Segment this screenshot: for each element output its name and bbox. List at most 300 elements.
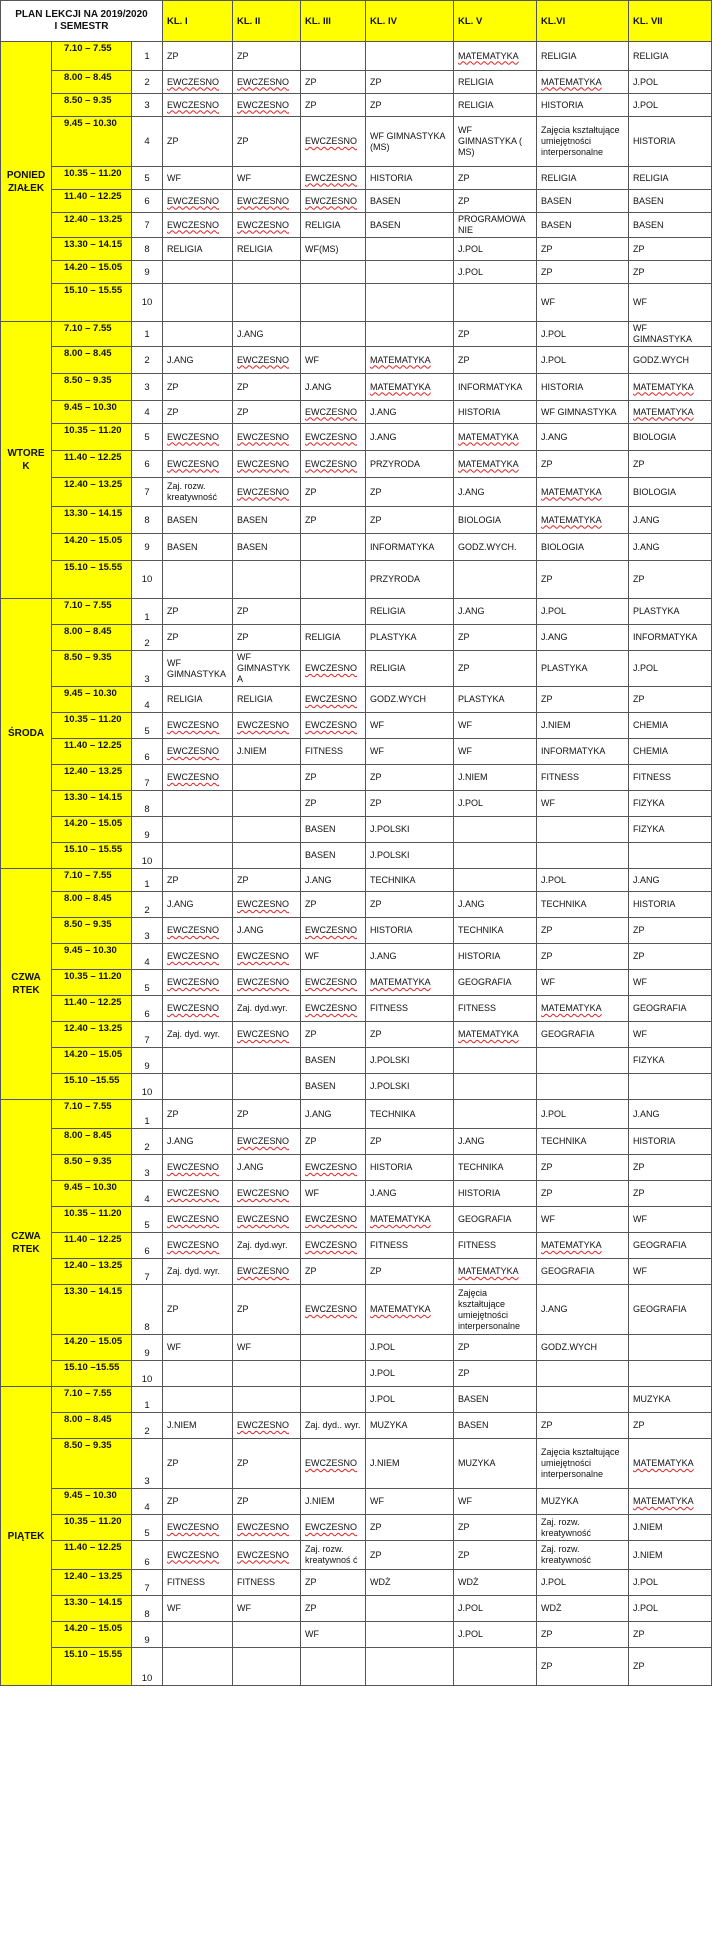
- subject-cell: J.POLSKI: [366, 817, 454, 843]
- time-slot: 14.20 – 15.05: [52, 817, 132, 843]
- subject-cell: J.POL: [454, 1596, 537, 1622]
- subject-cell: ZP: [366, 71, 454, 94]
- subject-cell: EWCZESNO: [163, 713, 233, 739]
- time-slot: 11.40 – 12.25: [52, 190, 132, 213]
- subject-cell: ZP: [629, 261, 712, 284]
- subject-cell: J.ANG: [366, 401, 454, 424]
- subject-cell: [629, 1335, 712, 1361]
- subject-cell: EWCZESNO: [233, 944, 301, 970]
- time-slot: 8.00 – 8.45: [52, 625, 132, 651]
- time-slot: 15.10 – 15.55: [52, 284, 132, 322]
- subject-cell: EWCZESNO: [301, 1285, 366, 1335]
- lesson-row: [1, 970, 712, 996]
- subject-cell: [163, 261, 233, 284]
- subject-cell: ZP: [301, 1259, 366, 1285]
- subject-cell: ZP: [629, 918, 712, 944]
- time-slot: 8.50 – 9.35: [52, 918, 132, 944]
- lesson-row: [1, 322, 712, 347]
- subject-cell: Zaj. dyd. wyr.: [163, 1259, 233, 1285]
- lesson-number: 2: [132, 1129, 163, 1155]
- subject-cell: J.ANG: [454, 1129, 537, 1155]
- time-slot: 8.50 – 9.35: [52, 1155, 132, 1181]
- subject-cell: FITNESS: [629, 765, 712, 791]
- subject-cell: ZP: [233, 117, 301, 167]
- subject-cell: J.NIEM: [366, 1439, 454, 1489]
- subject-cell: WF GIMNASTYKA: [537, 401, 629, 424]
- lesson-row: [1, 1622, 712, 1648]
- lesson-row: [1, 1570, 712, 1596]
- subject-cell: FIZYKA: [629, 791, 712, 817]
- lesson-row: [1, 507, 712, 534]
- time-slot: 14.20 – 15.05: [52, 1335, 132, 1361]
- subject-cell: [233, 1074, 301, 1100]
- subject-cell: HISTORIA: [454, 401, 537, 424]
- subject-cell: J.POL: [537, 1570, 629, 1596]
- subject-cell: [163, 1074, 233, 1100]
- subject-cell: ZP: [163, 117, 233, 167]
- subject-cell: [366, 284, 454, 322]
- subject-cell: EWCZESNO: [301, 1233, 366, 1259]
- subject-cell: MATEMATYKA: [366, 1207, 454, 1233]
- subject-cell: PROGRAMOWANIE: [454, 213, 537, 238]
- subject-cell: ZP: [366, 892, 454, 918]
- lesson-row: [1, 478, 712, 507]
- subject-cell: J.ANG: [454, 478, 537, 507]
- subject-cell: EWCZESNO: [163, 1207, 233, 1233]
- time-slot: 13.30 – 14.15: [52, 1596, 132, 1622]
- subject-cell: J.NIEM: [537, 713, 629, 739]
- subject-cell: EWCZESNO: [163, 424, 233, 451]
- subject-cell: WF: [163, 167, 233, 190]
- subject-cell: EWCZESNO: [301, 651, 366, 687]
- lesson-number: 5: [132, 713, 163, 739]
- subject-cell: HISTORIA: [629, 892, 712, 918]
- lesson-row: [1, 918, 712, 944]
- lesson-number: 6: [132, 739, 163, 765]
- lesson-row: [1, 261, 712, 284]
- subject-cell: J.NIEM: [301, 1489, 366, 1515]
- lesson-number: 10: [132, 1361, 163, 1387]
- subject-cell: ZP: [301, 765, 366, 791]
- lesson-number: 6: [132, 996, 163, 1022]
- subject-cell: EWCZESNO: [163, 765, 233, 791]
- subject-cell: PLASTYKA: [454, 687, 537, 713]
- subject-cell: ZP: [537, 1155, 629, 1181]
- time-slot: 14.20 – 15.05: [52, 1622, 132, 1648]
- subject-cell: EWCZESNO: [301, 167, 366, 190]
- lesson-row: [1, 94, 712, 117]
- subject-cell: WF: [301, 1622, 366, 1648]
- lesson-number: 4: [132, 401, 163, 424]
- subject-cell: WF: [233, 1596, 301, 1622]
- lesson-row: [1, 1413, 712, 1439]
- subject-cell: EWCZESNO: [233, 892, 301, 918]
- lesson-row: [1, 534, 712, 561]
- lesson-number: 2: [132, 347, 163, 374]
- subject-cell: [163, 322, 233, 347]
- subject-cell: ZP: [163, 625, 233, 651]
- class-header: KL. VII: [629, 1, 712, 42]
- subject-cell: J.ANG: [163, 347, 233, 374]
- subject-cell: [233, 261, 301, 284]
- subject-cell: ZP: [629, 1622, 712, 1648]
- subject-cell: [163, 843, 233, 869]
- subject-cell: ZP: [366, 765, 454, 791]
- subject-cell: ZP: [366, 1541, 454, 1570]
- subject-cell: ZP: [629, 687, 712, 713]
- subject-cell: EWCZESNO: [163, 451, 233, 478]
- subject-cell: J.ANG: [233, 322, 301, 347]
- subject-cell: J.POLSKI: [366, 1048, 454, 1074]
- subject-cell: J.POL: [537, 322, 629, 347]
- subject-cell: J.POLSKI: [366, 1074, 454, 1100]
- subject-cell: HISTORIA: [366, 167, 454, 190]
- subject-cell: [366, 1648, 454, 1686]
- subject-cell: WF(MS): [301, 238, 366, 261]
- subject-cell: ZP: [629, 944, 712, 970]
- subject-cell: GODZ.WYCH: [366, 687, 454, 713]
- time-slot: 8.00 – 8.45: [52, 71, 132, 94]
- time-slot: 7.10 – 7.55: [52, 322, 132, 347]
- subject-cell: RELIGIA: [366, 651, 454, 687]
- subject-cell: [537, 843, 629, 869]
- lesson-number: 1: [132, 869, 163, 892]
- subject-cell: WF: [537, 970, 629, 996]
- subject-cell: TECHNIKA: [454, 918, 537, 944]
- subject-cell: ZP: [629, 1648, 712, 1686]
- subject-cell: EWCZESNO: [233, 451, 301, 478]
- subject-cell: EWCZESNO: [163, 1541, 233, 1570]
- subject-cell: MATEMATYKA: [537, 71, 629, 94]
- lesson-number: 7: [132, 1022, 163, 1048]
- time-slot: 9.45 – 10.30: [52, 1181, 132, 1207]
- subject-cell: [454, 1048, 537, 1074]
- subject-cell: EWCZESNO: [301, 970, 366, 996]
- subject-cell: WF GIMNASTYKA (MS): [366, 117, 454, 167]
- lesson-number: 10: [132, 843, 163, 869]
- subject-cell: [163, 1622, 233, 1648]
- lesson-row: [1, 1074, 712, 1100]
- lesson-number: 2: [132, 625, 163, 651]
- subject-cell: TECHNIKA: [366, 869, 454, 892]
- subject-cell: J.POL: [537, 1100, 629, 1129]
- subject-cell: [163, 561, 233, 599]
- time-slot: 15.10 – 15.55: [52, 561, 132, 599]
- subject-cell: ZP: [163, 401, 233, 424]
- subject-cell: WF: [454, 713, 537, 739]
- lesson-number: 5: [132, 424, 163, 451]
- subject-cell: GEOGRAFIA: [454, 1207, 537, 1233]
- subject-cell: [537, 1387, 629, 1413]
- subject-cell: [537, 817, 629, 843]
- subject-cell: EWCZESNO: [163, 1181, 233, 1207]
- subject-cell: ZP: [301, 791, 366, 817]
- subject-cell: [454, 869, 537, 892]
- subject-cell: ZP: [629, 561, 712, 599]
- lesson-number: 3: [132, 94, 163, 117]
- subject-cell: J.NIEM: [163, 1413, 233, 1439]
- subject-cell: Zaj. rozw. kreatywność: [163, 478, 233, 507]
- lesson-number: 1: [132, 599, 163, 625]
- subject-cell: EWCZESNO: [163, 213, 233, 238]
- subject-cell: PLASTYKA: [366, 625, 454, 651]
- subject-cell: GEOGRAFIA: [629, 996, 712, 1022]
- subject-cell: [301, 42, 366, 71]
- subject-cell: EWCZESNO: [163, 1155, 233, 1181]
- subject-cell: J.POL: [454, 238, 537, 261]
- subject-cell: ZP: [537, 238, 629, 261]
- time-slot: 8.00 – 8.45: [52, 1413, 132, 1439]
- subject-cell: Zaj. rozw. kreatywnoś ć: [301, 1541, 366, 1570]
- subject-cell: RELIGIA: [233, 687, 301, 713]
- subject-cell: ZP: [629, 238, 712, 261]
- subject-cell: Zajęcia kształtujące umiejętności interpersonalne: [454, 1285, 537, 1335]
- lesson-number: 9: [132, 261, 163, 284]
- subject-cell: EWCZESNO: [163, 944, 233, 970]
- lesson-row: [1, 1233, 712, 1259]
- subject-cell: TECHNIKA: [454, 1155, 537, 1181]
- subject-cell: GEOGRAFIA: [454, 970, 537, 996]
- subject-cell: EWCZESNO: [301, 1155, 366, 1181]
- subject-cell: ZP: [629, 1155, 712, 1181]
- subject-cell: EWCZESNO: [163, 1233, 233, 1259]
- subject-cell: MATEMATYKA: [537, 1233, 629, 1259]
- lesson-row: [1, 167, 712, 190]
- subject-cell: RELIGIA: [301, 625, 366, 651]
- lesson-number: 4: [132, 944, 163, 970]
- class-header: KL. I: [163, 1, 233, 42]
- subject-cell: WF: [366, 1489, 454, 1515]
- time-slot: 7.10 – 7.55: [52, 42, 132, 71]
- time-slot: 14.20 – 15.05: [52, 1048, 132, 1074]
- subject-cell: ZP: [454, 167, 537, 190]
- day-label: CZWA RTEK: [1, 869, 52, 1100]
- subject-cell: J.NIEM: [629, 1515, 712, 1541]
- subject-cell: GEOGRAFIA: [537, 1022, 629, 1048]
- subject-cell: RELIGIA: [537, 167, 629, 190]
- subject-cell: ZP: [537, 687, 629, 713]
- lesson-number: 9: [132, 534, 163, 561]
- subject-cell: EWCZESNO: [163, 996, 233, 1022]
- table-title: [1, 1, 163, 42]
- subject-cell: HISTORIA: [366, 1155, 454, 1181]
- subject-cell: ZP: [163, 1285, 233, 1335]
- subject-cell: EWCZESNO: [301, 424, 366, 451]
- lesson-number: 1: [132, 1387, 163, 1413]
- subject-cell: WF: [629, 1207, 712, 1233]
- subject-cell: ZP: [454, 347, 537, 374]
- time-slot: 10.35 – 11.20: [52, 1515, 132, 1541]
- time-slot: 10.35 – 11.20: [52, 1207, 132, 1233]
- lesson-row: [1, 843, 712, 869]
- subject-cell: TECHNIKA: [366, 1100, 454, 1129]
- subject-cell: [163, 1648, 233, 1686]
- subject-cell: HISTORIA: [537, 94, 629, 117]
- subject-cell: EWCZESNO: [301, 190, 366, 213]
- subject-cell: EWCZESNO: [301, 996, 366, 1022]
- time-slot: 7.10 – 7.55: [52, 1100, 132, 1129]
- lesson-number: 9: [132, 1622, 163, 1648]
- lesson-row: [1, 869, 712, 892]
- subject-cell: EWCZESNO: [233, 71, 301, 94]
- subject-cell: CHEMIA: [629, 713, 712, 739]
- subject-cell: [301, 1648, 366, 1686]
- subject-cell: ZP: [629, 1413, 712, 1439]
- subject-cell: [163, 1361, 233, 1387]
- subject-cell: J.ANG: [301, 1100, 366, 1129]
- subject-cell: BASEN: [233, 534, 301, 561]
- lesson-number: 2: [132, 1413, 163, 1439]
- subject-cell: WF: [537, 1207, 629, 1233]
- lesson-number: 3: [132, 374, 163, 401]
- time-slot: 9.45 – 10.30: [52, 401, 132, 424]
- subject-cell: EWCZESNO: [233, 1207, 301, 1233]
- lesson-number: 4: [132, 687, 163, 713]
- subject-cell: J.ANG: [366, 1181, 454, 1207]
- lesson-row: [1, 1259, 712, 1285]
- lesson-row: [1, 1596, 712, 1622]
- time-slot: 13.30 – 14.15: [52, 1285, 132, 1335]
- subject-cell: [233, 1622, 301, 1648]
- time-slot: 7.10 – 7.55: [52, 599, 132, 625]
- subject-cell: RELIGIA: [301, 213, 366, 238]
- subject-cell: [301, 261, 366, 284]
- subject-cell: RELIGIA: [454, 71, 537, 94]
- subject-cell: [163, 1387, 233, 1413]
- subject-cell: [301, 561, 366, 599]
- time-slot: 10.35 – 11.20: [52, 713, 132, 739]
- subject-cell: MATEMATYKA: [537, 507, 629, 534]
- subject-cell: J.ANG: [301, 374, 366, 401]
- lesson-number: 3: [132, 1155, 163, 1181]
- lesson-number: 8: [132, 238, 163, 261]
- subject-cell: PRZYRODA: [366, 451, 454, 478]
- subject-cell: J.POL: [454, 791, 537, 817]
- lesson-row: [1, 791, 712, 817]
- time-slot: 11.40 – 12.25: [52, 1233, 132, 1259]
- subject-cell: [233, 1648, 301, 1686]
- subject-cell: [301, 1387, 366, 1413]
- subject-cell: J.POL: [537, 869, 629, 892]
- lesson-number: 10: [132, 1648, 163, 1686]
- subject-cell: [537, 1048, 629, 1074]
- subject-cell: FIZYKA: [629, 1048, 712, 1074]
- subject-cell: BASEN: [163, 534, 233, 561]
- lesson-number: 7: [132, 1259, 163, 1285]
- lesson-row: [1, 625, 712, 651]
- subject-cell: EWCZESNO: [163, 918, 233, 944]
- lesson-number: 3: [132, 1439, 163, 1489]
- subject-cell: EWCZESNO: [233, 478, 301, 507]
- lesson-row: [1, 892, 712, 918]
- subject-cell: J.ANG: [629, 1100, 712, 1129]
- lesson-number: 9: [132, 1335, 163, 1361]
- time-slot: 9.45 – 10.30: [52, 117, 132, 167]
- subject-cell: ZP: [301, 892, 366, 918]
- time-slot: 12.40 – 13.25: [52, 1259, 132, 1285]
- subject-cell: BASEN: [454, 1387, 537, 1413]
- lesson-row: [1, 213, 712, 238]
- subject-cell: J.ANG: [537, 424, 629, 451]
- subject-cell: WF: [454, 739, 537, 765]
- subject-cell: WF GIMNASTYKA ( MS): [454, 117, 537, 167]
- lesson-row: [1, 1207, 712, 1233]
- subject-cell: ZP: [301, 1596, 366, 1622]
- subject-cell: J.POL: [629, 1570, 712, 1596]
- subject-cell: ZP: [233, 869, 301, 892]
- subject-cell: ZP: [537, 561, 629, 599]
- lesson-row: [1, 42, 712, 71]
- subject-cell: J.ANG: [301, 869, 366, 892]
- subject-cell: J.POL: [629, 94, 712, 117]
- subject-cell: RELIGIA: [629, 42, 712, 71]
- subject-cell: BASEN: [537, 213, 629, 238]
- subject-cell: EWCZESNO: [233, 1022, 301, 1048]
- subject-cell: Zaj. dyd.. wyr.: [301, 1413, 366, 1439]
- subject-cell: Zaj. rozw. kreatywność: [537, 1515, 629, 1541]
- subject-cell: [629, 843, 712, 869]
- lesson-row: [1, 765, 712, 791]
- subject-cell: [163, 284, 233, 322]
- lesson-row: [1, 71, 712, 94]
- subject-cell: [454, 1648, 537, 1686]
- subject-cell: INFORMATYKA: [454, 374, 537, 401]
- subject-cell: [366, 1622, 454, 1648]
- subject-cell: [233, 561, 301, 599]
- subject-cell: ZP: [233, 42, 301, 71]
- subject-cell: ZP: [537, 1648, 629, 1686]
- subject-cell: ZP: [629, 451, 712, 478]
- subject-cell: EWCZESNO: [163, 94, 233, 117]
- lesson-row: [1, 1439, 712, 1489]
- subject-cell: BASEN: [301, 843, 366, 869]
- lesson-row: [1, 238, 712, 261]
- subject-cell: FITNESS: [301, 739, 366, 765]
- subject-cell: J.ANG: [629, 507, 712, 534]
- lesson-number: 6: [132, 190, 163, 213]
- lesson-row: [1, 190, 712, 213]
- subject-cell: ZP: [233, 1439, 301, 1489]
- subject-cell: EWCZESNO: [233, 1181, 301, 1207]
- subject-cell: [366, 42, 454, 71]
- time-slot: 12.40 – 13.25: [52, 478, 132, 507]
- subject-cell: HISTORIA: [629, 117, 712, 167]
- subject-cell: BASEN: [537, 190, 629, 213]
- subject-cell: ZP: [301, 71, 366, 94]
- subject-cell: ZP: [163, 869, 233, 892]
- lesson-row: [1, 1285, 712, 1335]
- time-slot: 8.50 – 9.35: [52, 374, 132, 401]
- lesson-number: 4: [132, 1489, 163, 1515]
- lesson-number: 3: [132, 651, 163, 687]
- subject-cell: WDŻ: [366, 1570, 454, 1596]
- subject-cell: FITNESS: [454, 1233, 537, 1259]
- subject-cell: ZP: [454, 190, 537, 213]
- subject-cell: BASEN: [366, 190, 454, 213]
- subject-cell: HISTORIA: [629, 1129, 712, 1155]
- subject-cell: EWCZESNO: [163, 970, 233, 996]
- lesson-number: 8: [132, 507, 163, 534]
- subject-cell: [629, 1361, 712, 1387]
- subject-cell: EWCZESNO: [233, 713, 301, 739]
- subject-cell: ZP: [454, 651, 537, 687]
- subject-cell: ZP: [454, 1515, 537, 1541]
- subject-cell: J.ANG: [233, 918, 301, 944]
- lesson-number: 2: [132, 892, 163, 918]
- day-label: WTORE K: [1, 322, 52, 599]
- subject-cell: ZP: [233, 1489, 301, 1515]
- subject-cell: WF: [301, 347, 366, 374]
